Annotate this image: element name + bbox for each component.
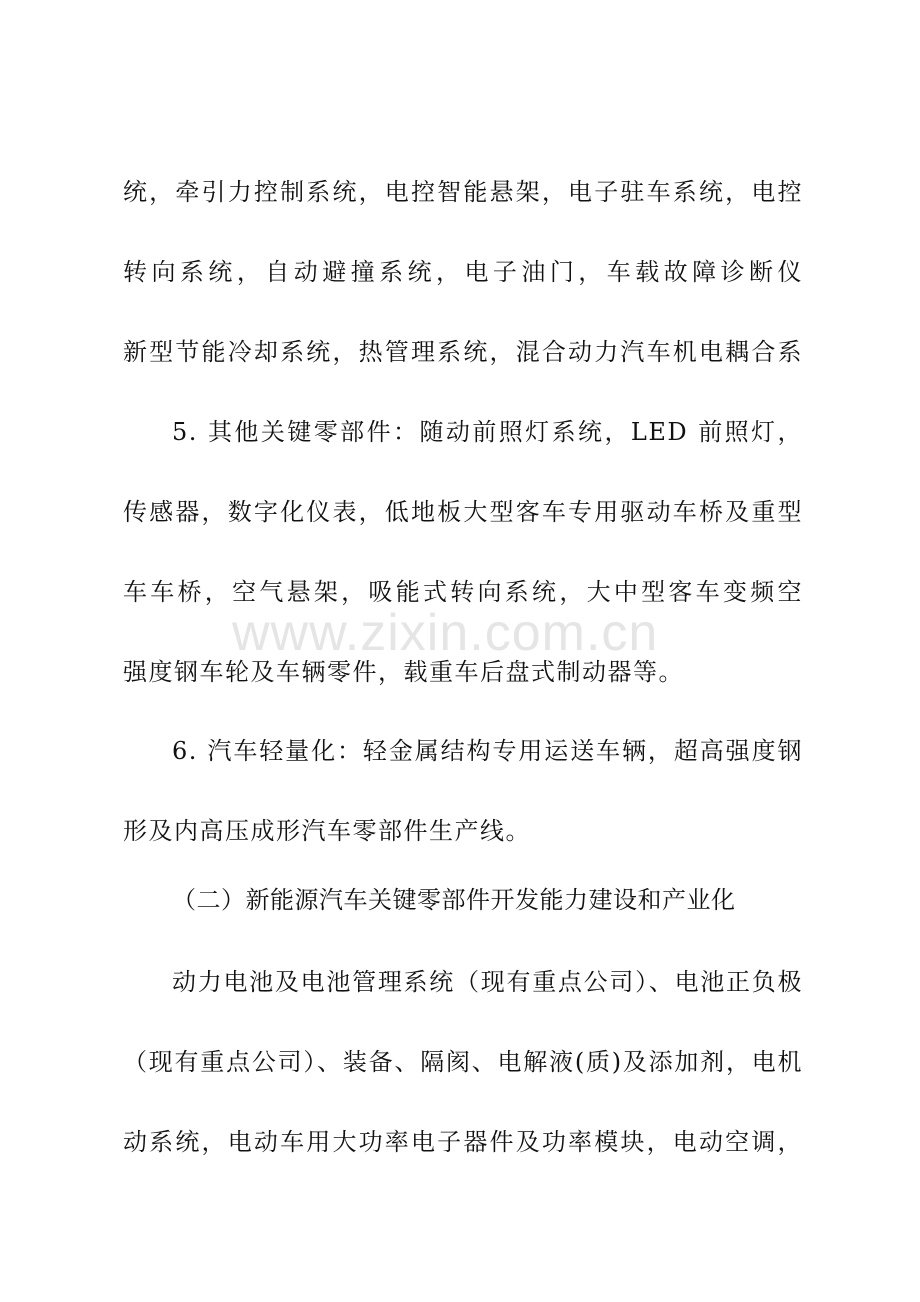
paragraph-line: 动力电池及电池管理系统（现有重点公司）、电池正负极 — [172, 968, 803, 996]
paragraph-line: 车车桥，空气悬架，吸能式转向系统，大中型客车变频空 — [123, 578, 803, 606]
paragraph-line: 形及内高压成形汽车零部件生产线。 — [123, 817, 531, 845]
list-item-5: 5. 其他关键零部件：随动前照灯系统，LED 前照灯， — [172, 418, 803, 446]
paragraph-line: 新型节能冷却系统，热管理系统，混合动力汽车机电耦合系 — [123, 338, 803, 366]
section-heading: （二）新能源汽车关键零部件开发能力建设和产业化 — [172, 886, 736, 914]
paragraph-line: 传感器，数字化仪表，低地板大型客车专用驱动车桥及重型 — [123, 498, 803, 526]
watermark: www.zixin.com.cn — [232, 604, 659, 662]
paragraph-line: 动系统，电动车用大功率电子器件及功率模块，电动空调， — [123, 1128, 803, 1156]
paragraph-line: 强度钢车轮及车辆零件，载重车后盘式制动器等。 — [123, 658, 684, 686]
paragraph-line: 转向系统，自动避撞系统，电子油门，车载故障诊断仪 — [123, 258, 803, 286]
list-item-6: 6. 汽车轻量化：轻金属结构专用运送车辆，超高强度钢 — [172, 737, 803, 765]
paragraph-line: （现有重点公司）、装备、隔阂、电解液(质)及添加剂，电机 — [123, 1048, 803, 1076]
paragraph-line: 统，牵引力控制系统，电控智能悬架，电子驻车系统，电控 — [123, 178, 803, 206]
